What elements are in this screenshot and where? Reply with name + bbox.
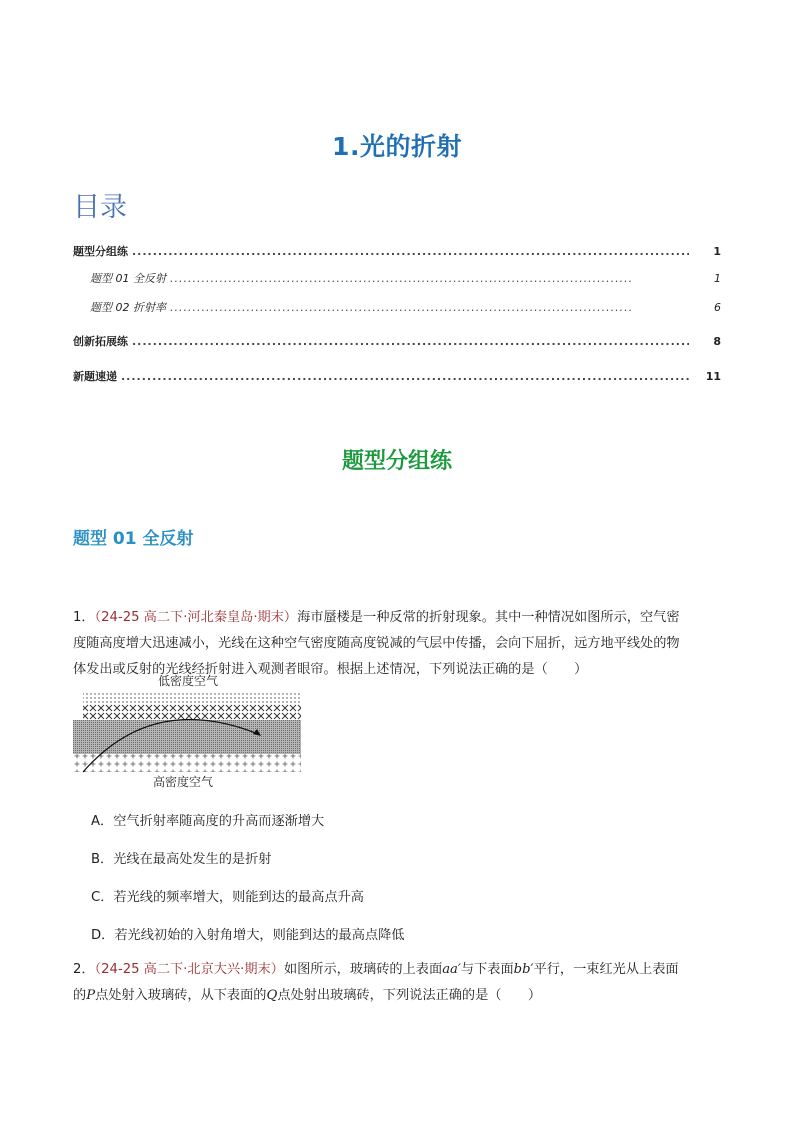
low-density-label: 低密度空气 — [157, 674, 219, 688]
point-label: P — [86, 988, 96, 1003]
question-text: 平行，一束红光从上表面 — [533, 962, 679, 977]
toc-leader-dots — [170, 301, 631, 314]
toc-entry-total-reflection[interactable] — [90, 270, 721, 286]
cross-layer — [83, 704, 301, 720]
option-d[interactable]: D．若光线初始的入射角增大，则能到达的最高点降低 — [91, 928, 405, 943]
toc-leader-dots — [170, 272, 631, 285]
toc-entry-label: 题型 02 折射率 — [90, 301, 166, 314]
question-text: 如图所示，玻璃砖的上表面 — [283, 962, 443, 977]
toc-entry-group-practice[interactable] — [73, 243, 721, 259]
question-text: 点处射出玻璃砖，下列说法正确的是（ ） — [277, 988, 542, 1003]
option-b[interactable]: B．光线在最高处发生的是折射 — [91, 852, 272, 867]
toc-entry-new-questions[interactable] — [73, 368, 721, 384]
question-text: 点处射入玻璃砖，从下表面的 — [95, 988, 267, 1003]
question-2-text — [73, 957, 723, 1009]
toc-entry-page: 6 — [714, 301, 721, 314]
option-c[interactable]: C．若光线的频率增大，则能到达的最高点升高 — [91, 890, 364, 905]
mirage-diagram — [73, 672, 303, 792]
option-a[interactable]: A．空气折射率随高度的升高而逐渐增大 — [91, 814, 325, 829]
surface-label: aa′ — [442, 962, 461, 977]
toc-entry-refractive-index[interactable] — [90, 299, 721, 315]
section-title: 题型分组练 — [341, 449, 452, 474]
question-text: 与下表面 — [460, 962, 514, 977]
plus-layer — [73, 754, 301, 772]
toc-leader-dots — [132, 245, 689, 258]
question-line: 体发出或反射的光线经折射进入观测者眼帘。根据上述情况，下列说法正确的是（ ） — [73, 662, 588, 677]
toc-entry-page: 1 — [714, 272, 721, 285]
toc-heading: 目录 — [73, 192, 127, 223]
question-line: 海市蜃楼是一种反常的折射现象。其中一种情况如图所示，空气密 — [297, 610, 680, 625]
toc-entry-label: 题型分组练 — [73, 245, 128, 258]
high-density-label: 高密度空气 — [152, 775, 214, 789]
toc-entry-page: 11 — [705, 370, 721, 383]
toc-entry-page: 1 — [713, 245, 721, 258]
toc-entry-innovation[interactable] — [73, 333, 721, 349]
toc-entry-label: 创新拓展练 — [73, 335, 128, 348]
document-title: 1.光的折射 — [332, 132, 462, 161]
toc-entry-label: 题型 01 全反射 — [90, 272, 166, 285]
toc-entry-page: 8 — [713, 335, 721, 348]
dotted-layer — [83, 692, 301, 704]
question-source: （24-25 高二下·河北秦皇岛·期末） — [94, 610, 298, 625]
question-line: 度随高度增大迅速减小，光线在这种空气密度随高度锐减的气层中传播，会向下屈折，远方地平线处的物 — [73, 636, 680, 651]
point-label: Q — [266, 988, 278, 1003]
question-text: 的 — [73, 988, 87, 1003]
toc-entry-label: 新题速递 — [73, 370, 117, 383]
question-source: （24-25 高二下·北京大兴·期末） — [94, 962, 284, 977]
question-number: 2． — [73, 962, 95, 977]
subsection-title: 题型 01 全反射 — [73, 529, 194, 549]
toc-leader-dots — [121, 370, 689, 383]
surface-label: bb′ — [513, 962, 534, 977]
toc-leader-dots — [132, 335, 689, 348]
question-number: 1． — [73, 610, 95, 625]
